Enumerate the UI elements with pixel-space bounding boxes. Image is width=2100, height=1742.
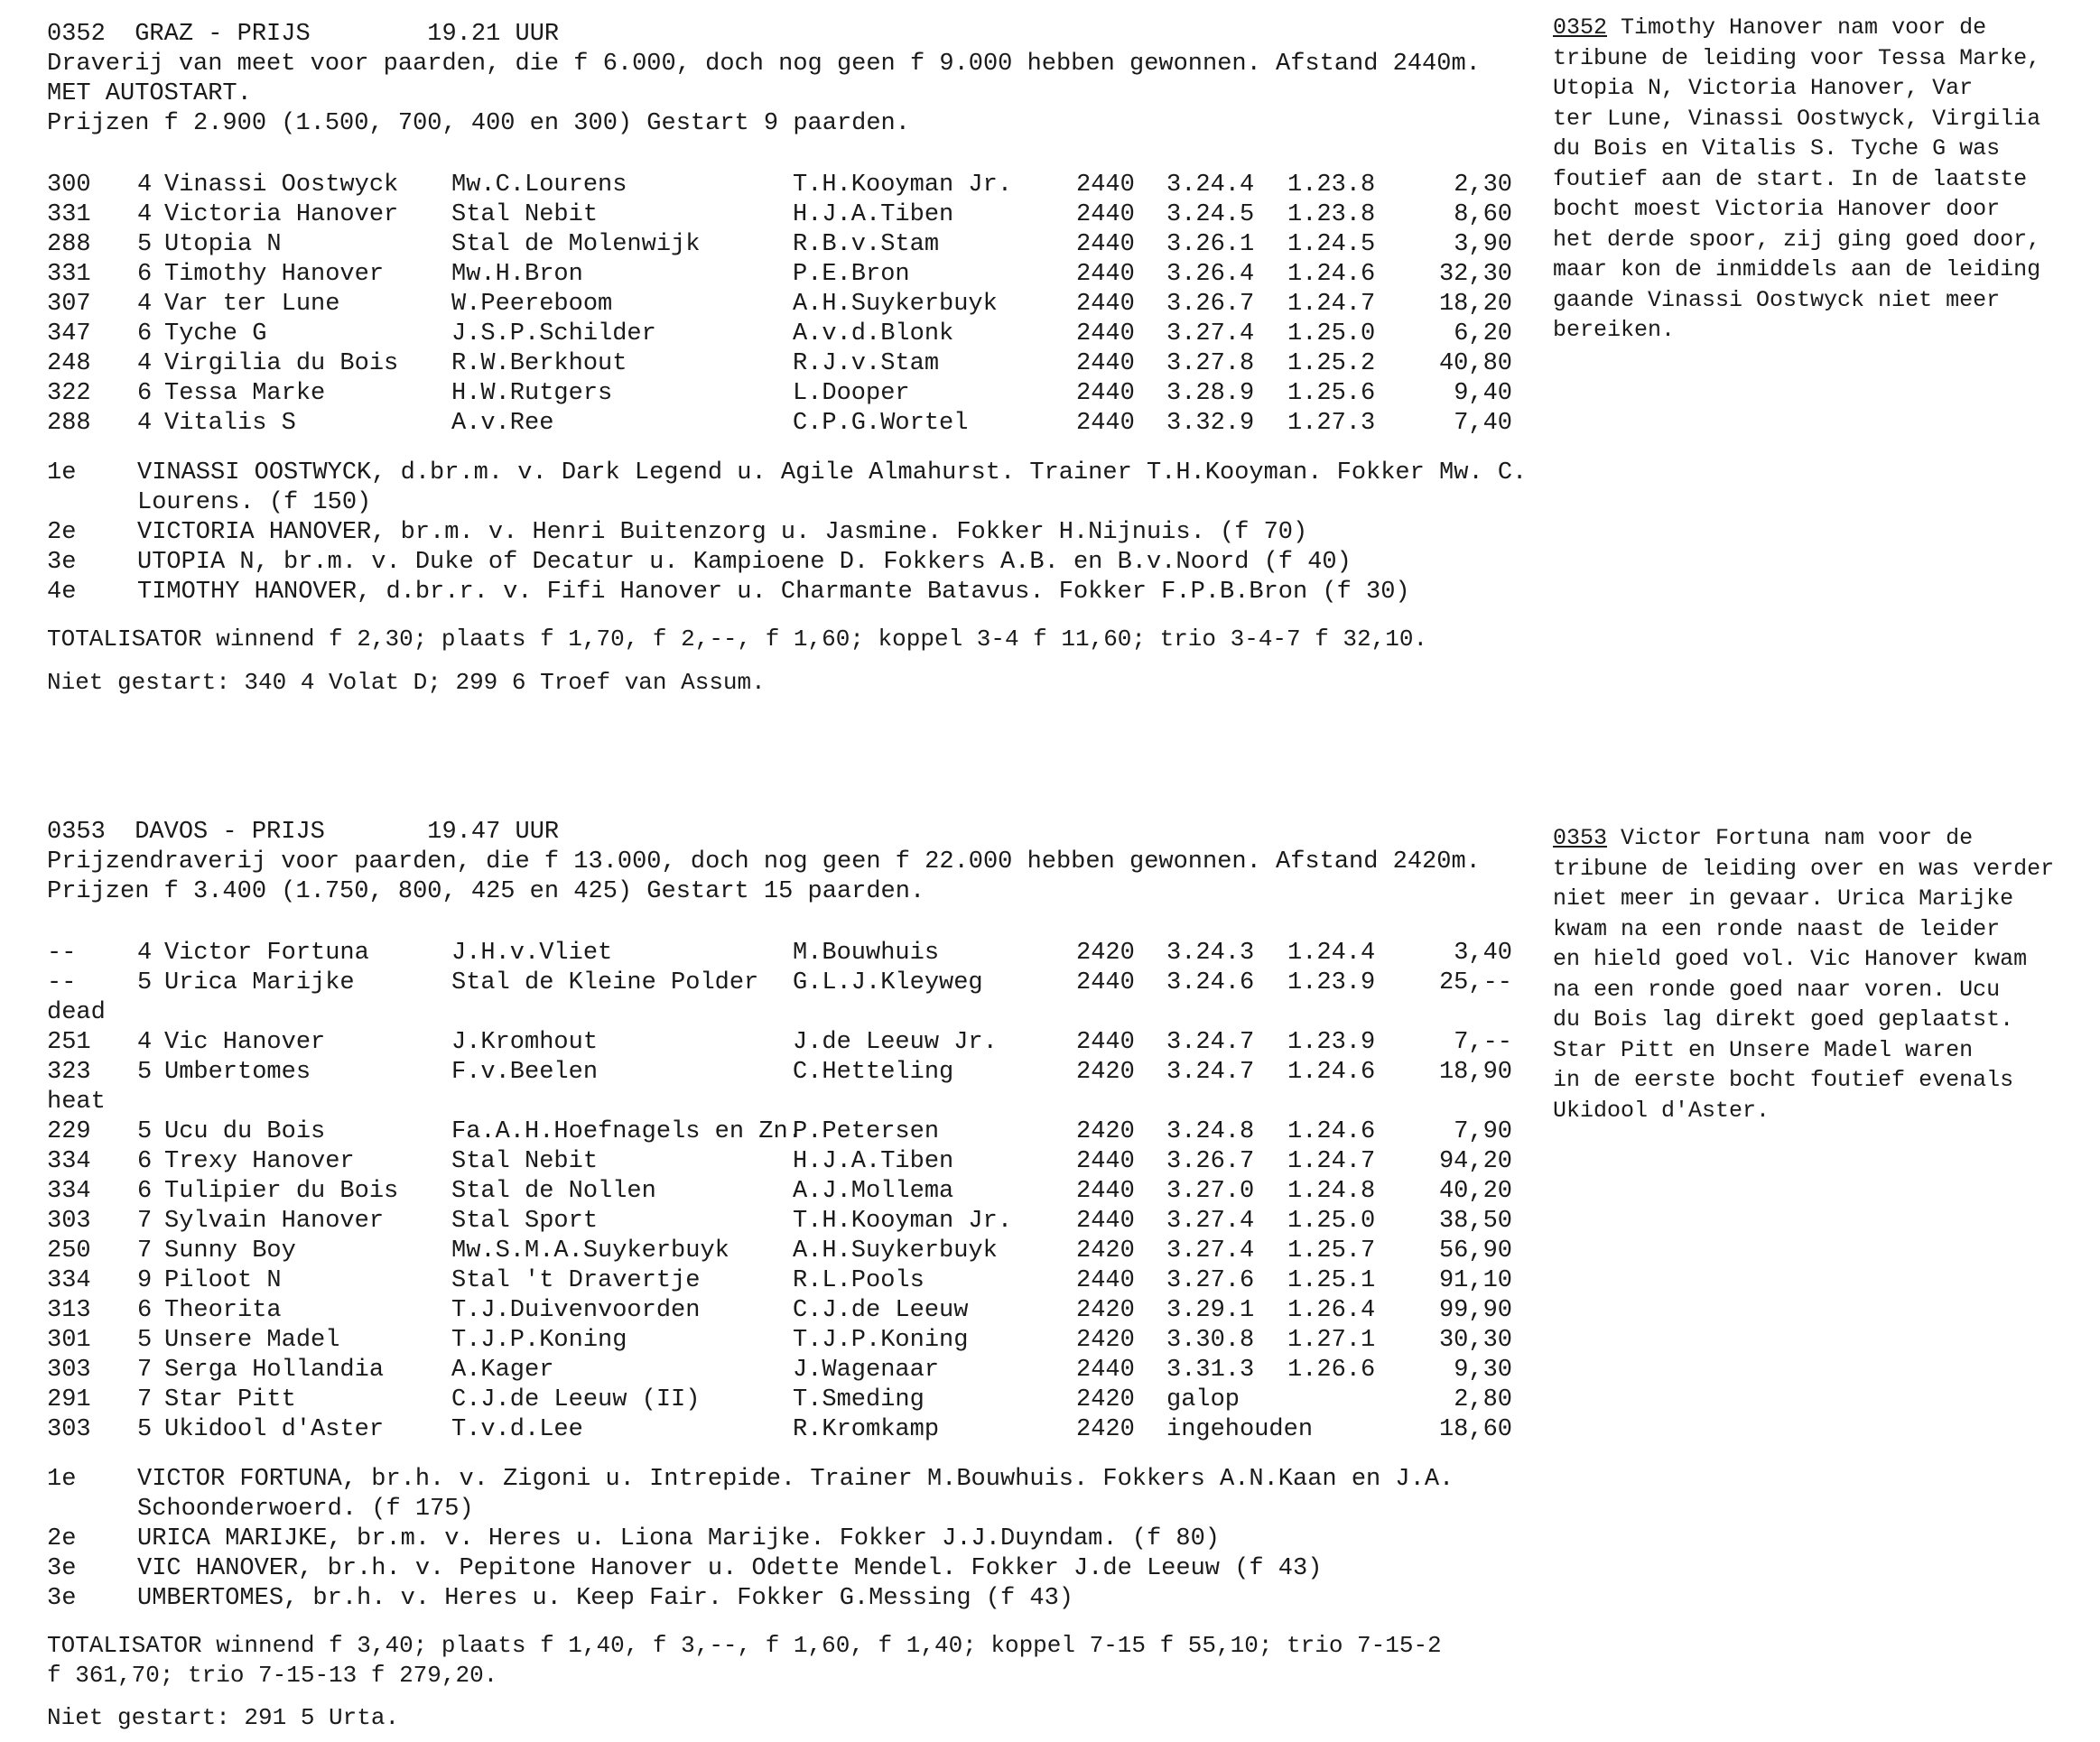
cell-odds: 9,40 bbox=[1454, 380, 1512, 407]
cell-odds: 56,90 bbox=[1438, 1237, 1512, 1265]
cell-time: 3.24.4 bbox=[1166, 171, 1255, 199]
cell-prev: -- bbox=[47, 969, 77, 996]
cell-time: 3.26.4 bbox=[1166, 261, 1255, 288]
cell-age: 4 bbox=[137, 171, 153, 199]
cell-time: 3.27.0 bbox=[1166, 1178, 1255, 1205]
cell-txt: UMBERTOMES, br.h. v. Heres u. Keep Fair. Fokker G.Messing (f 43) bbox=[137, 1585, 1073, 1612]
cell-name: Urica Marijke bbox=[164, 969, 355, 996]
cell-dist: 2440 bbox=[1076, 380, 1135, 407]
race-name: DAVOS - PRIJS bbox=[135, 819, 325, 846]
commentary-code: 0352 bbox=[1553, 14, 1608, 41]
cell-owner: T.J.Duivenvoorden bbox=[451, 1297, 701, 1324]
race-conditions: Prijzendraverij voor paarden, die f 13.000, doch nog geen f 22.000 hebben gewonnen. Afstand 2420m. bbox=[47, 848, 1481, 876]
cell-km: 1.24.6 bbox=[1287, 1118, 1376, 1145]
cell-prev: 250 bbox=[47, 1237, 91, 1265]
cell-odds: 3,90 bbox=[1454, 231, 1512, 258]
cell-dist: 2440 bbox=[1076, 969, 1135, 996]
table-row bbox=[0, 1326, 1512, 1356]
cell-pl: 2e bbox=[47, 519, 77, 546]
cell-dist: 2420 bbox=[1076, 1237, 1135, 1265]
cell-time: 3.27.8 bbox=[1166, 350, 1255, 377]
cell-km: 1.25.2 bbox=[1287, 350, 1376, 377]
not-started: Niet gestart: 340 4 Volat D; 299 6 Troef van Assum. bbox=[47, 669, 766, 696]
race-code: 0353 bbox=[47, 819, 106, 846]
race-header bbox=[47, 20, 559, 50]
race-code: 0352 bbox=[47, 21, 106, 48]
cell-name: Piloot N bbox=[164, 1267, 282, 1294]
race-time: 19.47 UUR bbox=[427, 819, 560, 846]
cell-time: 3.27.6 bbox=[1166, 1267, 1255, 1294]
cell-driver: C.Hetteling bbox=[793, 1059, 954, 1086]
cell-dist: 2440 bbox=[1076, 201, 1135, 228]
cell-odds: 18,60 bbox=[1438, 1416, 1512, 1443]
cell-driver: T.H.Kooyman Jr. bbox=[793, 171, 1013, 199]
cell-age: 4 bbox=[137, 350, 153, 377]
cell-name: Utopia N bbox=[164, 231, 282, 258]
race-time: 19.21 UUR bbox=[427, 21, 560, 48]
cell-driver: T.H.Kooyman Jr. bbox=[793, 1208, 1013, 1235]
table-row bbox=[0, 968, 1512, 998]
cell-driver: C.J.de Leeuw bbox=[793, 1297, 969, 1324]
table-row bbox=[0, 1415, 1512, 1445]
cell-age: 5 bbox=[137, 1059, 153, 1086]
cell-driver: R.Kromkamp bbox=[793, 1416, 940, 1443]
cell-time: 3.26.1 bbox=[1166, 231, 1255, 258]
cell-driver: G.L.J.Kleyweg bbox=[793, 969, 983, 996]
cell-dist: 2440 bbox=[1076, 1357, 1135, 1384]
cell-km: 1.25.6 bbox=[1287, 380, 1376, 407]
cell-driver: H.J.A.Tiben bbox=[793, 201, 954, 228]
cell-owner: C.J.de Leeuw (II) bbox=[451, 1386, 701, 1413]
commentary-text: Victor Fortuna nam voor de tribune de leiding over en was verder niet meer in gevaar. Urica Marijke kwam na een ronde naast de leider en hield goed vol. Vic Hanover kwam na een ronde goed naar voren. Ucu du Bois lag direkt goed geplaatst. Star Pitt en Unsere Madel waren in de eerste bocht foutief evenals Ukidool d'Aster. bbox=[1553, 825, 2055, 1124]
cell-owner: Stal Sport bbox=[451, 1208, 599, 1235]
race-commentary bbox=[1553, 823, 2095, 1126]
cell-owner: Mw.H.Bron bbox=[451, 261, 583, 288]
cell-age: 7 bbox=[137, 1237, 153, 1265]
cell-owner: J.S.P.Schilder bbox=[451, 320, 656, 347]
cell-dist: 2420 bbox=[1076, 940, 1135, 967]
cell-name: Virgilia du Bois bbox=[164, 350, 399, 377]
cell-prev: 334 bbox=[47, 1148, 91, 1175]
cell-name: Var ter Lune bbox=[164, 291, 340, 318]
cell-prev: 323 bbox=[47, 1059, 91, 1086]
cell-km: 1.26.4 bbox=[1287, 1297, 1376, 1324]
table-row bbox=[0, 1356, 1512, 1385]
cell-prev: 331 bbox=[47, 201, 91, 228]
cell-driver: R.B.v.Stam bbox=[793, 231, 940, 258]
cell-dist: 2440 bbox=[1076, 261, 1135, 288]
cell-status: galop bbox=[1166, 1386, 1240, 1413]
cell-driver: R.J.v.Stam bbox=[793, 350, 940, 377]
cell-pl: 4e bbox=[47, 579, 77, 606]
cell-prev: 334 bbox=[47, 1267, 91, 1294]
table-row bbox=[0, 379, 1512, 409]
cell-odds: 99,90 bbox=[1438, 1297, 1512, 1324]
cell-owner: T.J.P.Koning bbox=[451, 1327, 627, 1354]
cell-txt: UTOPIA N, br.m. v. Duke of Decatur u. Kampioene D. Fokkers A.B. en B.v.Noord (f 40) bbox=[137, 549, 1352, 576]
cell-odds: 7,-- bbox=[1454, 1029, 1512, 1056]
cell-time: 3.24.8 bbox=[1166, 1118, 1255, 1145]
cell-txt: VINASSI OOSTWYCK, d.br.m. v. Dark Legend u. Agile Almahurst. Trainer T.H.Kooyman. Fokker Mw. C. Lourens. (f 150) bbox=[137, 459, 1528, 516]
cell-age: 4 bbox=[137, 291, 153, 318]
cell-odds: 7,40 bbox=[1454, 410, 1512, 437]
cell-pl: 1e bbox=[47, 459, 77, 486]
cell-odds: 18,90 bbox=[1438, 1059, 1512, 1086]
cell-txt: VICTOR FORTUNA, br.h. v. Zigoni u. Intrepide. Trainer M.Bouwhuis. Fokkers A.N.Kaan en J.A. Schoonderwoerd. (f 175) bbox=[137, 1466, 1454, 1523]
table-row bbox=[0, 1385, 1512, 1415]
race-start-type: MET AUTOSTART. bbox=[47, 80, 252, 107]
cell-prev: 300 bbox=[47, 171, 91, 199]
cell-txt: VICTORIA HANOVER, br.m. v. Henri Buitenzorg u. Jasmine. Fokker H.Nijnuis. (f 70) bbox=[137, 519, 1308, 546]
table-row bbox=[0, 1147, 1512, 1177]
cell-age: 7 bbox=[137, 1386, 153, 1413]
cell-time: 3.24.6 bbox=[1166, 969, 1255, 996]
cell-name: Star Pitt bbox=[164, 1386, 296, 1413]
cell-odds: 40,20 bbox=[1438, 1178, 1512, 1205]
cell-odds: 38,50 bbox=[1438, 1208, 1512, 1235]
cell-owner: T.v.d.Lee bbox=[451, 1416, 583, 1443]
cell-age: 6 bbox=[137, 380, 153, 407]
cell-time: 3.27.4 bbox=[1166, 320, 1255, 347]
cell-driver: R.L.Pools bbox=[793, 1267, 925, 1294]
cell-owner: Stal de Nollen bbox=[451, 1178, 656, 1205]
cell-name: Sunny Boy bbox=[164, 1237, 296, 1265]
cell-owner: Stal Nebit bbox=[451, 1148, 599, 1175]
cell-age: 5 bbox=[137, 969, 153, 996]
table-row bbox=[0, 1207, 1512, 1237]
cell-age: 9 bbox=[137, 1267, 153, 1294]
cell-time: 3.24.5 bbox=[1166, 201, 1255, 228]
cell-prev: 251 bbox=[47, 1029, 91, 1056]
cell-name: Vinassi Oostwyck bbox=[164, 171, 399, 199]
cell-dist: 2440 bbox=[1076, 320, 1135, 347]
race-name: GRAZ - PRIJS bbox=[135, 21, 311, 48]
cell-owner: J.H.v.Vliet bbox=[451, 940, 613, 967]
cell-time: 3.29.1 bbox=[1166, 1297, 1255, 1324]
cell-age: 5 bbox=[137, 1118, 153, 1145]
cell-dist: 2420 bbox=[1076, 1327, 1135, 1354]
table-row bbox=[0, 939, 1512, 968]
table-row bbox=[0, 409, 1512, 439]
cell-owner: A.Kager bbox=[451, 1357, 554, 1384]
cell-km: 1.24.7 bbox=[1287, 1148, 1376, 1175]
cell-status: ingehouden bbox=[1166, 1416, 1314, 1443]
table-row bbox=[0, 1177, 1512, 1207]
cell-dist: 2420 bbox=[1076, 1059, 1135, 1086]
cell-name: Tessa Marke bbox=[164, 380, 326, 407]
cell-time: 3.24.3 bbox=[1166, 940, 1255, 967]
commentary-code: 0353 bbox=[1553, 825, 1608, 851]
cell-txt: URICA MARIJKE, br.m. v. Heres u. Liona Marijke. Fokker J.J.Duyndam. (f 80) bbox=[137, 1525, 1220, 1552]
table-row bbox=[0, 1296, 1512, 1326]
cell-km: 1.23.9 bbox=[1287, 1029, 1376, 1056]
cell-time: 3.24.7 bbox=[1166, 1029, 1255, 1056]
cell-time: 3.28.9 bbox=[1166, 380, 1255, 407]
cell-name: Vic Hanover bbox=[164, 1029, 326, 1056]
cell-age: 6 bbox=[137, 1148, 153, 1175]
table-row bbox=[0, 260, 1512, 290]
race-conditions: Draverij van meet voor paarden, die f 6.000, doch nog geen f 9.000 hebben gewonnen. Afstand 2440m. bbox=[47, 51, 1481, 78]
cell-prev: 303 bbox=[47, 1208, 91, 1235]
cell-prev: 229 bbox=[47, 1118, 91, 1145]
cell-driver: A.H.Suykerbuyk bbox=[793, 291, 998, 318]
cell-age: 6 bbox=[137, 320, 153, 347]
totalisator: TOTALISATOR winnend f 3,40; plaats f 1,40, f 3,--, f 1,60, f 1,40; koppel 7-15 f 55,10; trio 7-15-2 f 361,70; trio 7-15-13 f 279,20. bbox=[47, 1632, 1442, 1689]
cell-prev: 303 bbox=[47, 1416, 91, 1443]
cell-odds: 8,60 bbox=[1454, 201, 1512, 228]
cell-odds: 2,30 bbox=[1454, 171, 1512, 199]
cell-time: 3.26.7 bbox=[1166, 1148, 1255, 1175]
cell-km: 1.24.4 bbox=[1287, 940, 1376, 967]
table-row bbox=[0, 320, 1512, 349]
cell-pl: 2e bbox=[47, 1525, 77, 1552]
cell-prev: 334 bbox=[47, 1178, 91, 1205]
cell-driver: A.J.Mollema bbox=[793, 1178, 954, 1205]
cell-prev: 347 bbox=[47, 320, 91, 347]
race-commentary bbox=[1553, 13, 2095, 346]
table-row bbox=[0, 349, 1512, 379]
cell-name: Victoria Hanover bbox=[164, 201, 399, 228]
cell-txt: VIC HANOVER, br.h. v. Pepitone Hanover u. Odette Mendel. Fokker J.de Leeuw (f 43) bbox=[137, 1555, 1323, 1582]
cell-prev: 313 bbox=[47, 1297, 91, 1324]
table-row bbox=[0, 200, 1512, 230]
cell-time: 3.30.8 bbox=[1166, 1327, 1255, 1354]
cell-prev: 307 bbox=[47, 291, 91, 318]
cell-name: Umbertomes bbox=[164, 1059, 311, 1086]
cell-driver: C.P.G.Wortel bbox=[793, 410, 969, 437]
totalisator: TOTALISATOR winnend f 2,30; plaats f 1,70, f 2,--, f 1,60; koppel 3-4 f 11,60; trio 3-4-7 f 32,10. bbox=[47, 625, 1428, 653]
cell-driver: A.v.d.Blonk bbox=[793, 320, 954, 347]
not-started: Niet gestart: 291 5 Urta. bbox=[47, 1704, 400, 1731]
cell-driver: J.de Leeuw Jr. bbox=[793, 1029, 998, 1056]
cell-time: 3.26.7 bbox=[1166, 291, 1255, 318]
cell-km: 1.25.1 bbox=[1287, 1267, 1376, 1294]
cell-driver: T.J.P.Koning bbox=[793, 1327, 969, 1354]
cell-odds: 94,20 bbox=[1438, 1148, 1512, 1175]
cell-km: 1.25.0 bbox=[1287, 1208, 1376, 1235]
cell-name: Trexy Hanover bbox=[164, 1148, 355, 1175]
cell-name: Serga Hollandia bbox=[164, 1357, 385, 1384]
cell-owner: H.W.Rutgers bbox=[451, 380, 613, 407]
cell-time: 3.31.3 bbox=[1166, 1357, 1255, 1384]
cell-dist: 2420 bbox=[1076, 1118, 1135, 1145]
cell-prev: 322 bbox=[47, 380, 91, 407]
cell-dist: 2440 bbox=[1076, 1148, 1135, 1175]
cell-driver: P.E.Bron bbox=[793, 261, 910, 288]
cell-pl: 3e bbox=[47, 1555, 77, 1582]
race-header bbox=[47, 818, 559, 848]
cell-km: 1.23.9 bbox=[1287, 969, 1376, 996]
cell-dist: 2440 bbox=[1076, 1208, 1135, 1235]
cell-owner: A.v.Ree bbox=[451, 410, 554, 437]
cell-name: Vitalis S bbox=[164, 410, 296, 437]
cell-owner: Fa.A.H.Hoefnagels en Zn. bbox=[451, 1118, 803, 1145]
cell-prev: 303 bbox=[47, 1357, 91, 1384]
cell-odds: 6,20 bbox=[1454, 320, 1512, 347]
cell-name: Timothy Hanover bbox=[164, 261, 385, 288]
cell-prev: -- bbox=[47, 940, 77, 967]
cell-age: 6 bbox=[137, 261, 153, 288]
cell-name: Ucu du Bois bbox=[164, 1118, 326, 1145]
cell-prev: 288 bbox=[47, 410, 91, 437]
race-prizes: Prijzen f 3.400 (1.750, 800, 425 en 425) Gestart 15 paarden. bbox=[47, 878, 925, 905]
cell-odds: 40,80 bbox=[1438, 350, 1512, 377]
commentary-text: Timothy Hanover nam voor de tribune de leiding voor Tessa Marke, Utopia N, Victoria Hanover, Var ter Lune, Vinassi Oostwyck, Virgilia du Bois en Vitalis S. Tyche G was foutief aan de start. In de laatste bocht moest Victoria Hanover door het derde spoor, zij ging goed door, maar kon de inmiddels aan de leiding gaande Vinassi Oostwyck niet meer bereiken. bbox=[1553, 14, 2041, 343]
cell-time: 3.27.4 bbox=[1166, 1208, 1255, 1235]
cell-age: 6 bbox=[137, 1178, 153, 1205]
cell-txt: TIMOTHY HANOVER, d.br.r. v. Fifi Hanover u. Charmante Batavus. Fokker F.P.B.Bron (f 30) bbox=[137, 579, 1410, 606]
cell-name: Ukidool d'Aster bbox=[164, 1416, 385, 1443]
cell-prev: 288 bbox=[47, 231, 91, 258]
cell-dist: 2420 bbox=[1076, 1386, 1135, 1413]
cell-km: 1.24.7 bbox=[1287, 291, 1376, 318]
cell-odds: 9,30 bbox=[1454, 1357, 1512, 1384]
cell-driver: L.Dooper bbox=[793, 380, 910, 407]
cell-time: 3.24.7 bbox=[1166, 1059, 1255, 1086]
cell-dist: 2440 bbox=[1076, 1178, 1135, 1205]
cell-pl: 3e bbox=[47, 1585, 77, 1612]
cell-age: 5 bbox=[137, 1416, 153, 1443]
cell-odds: 30,30 bbox=[1438, 1327, 1512, 1354]
cell-age: 6 bbox=[137, 1297, 153, 1324]
cell-age: 4 bbox=[137, 940, 153, 967]
cell-prev: 331 bbox=[47, 261, 91, 288]
cell-odds: 32,30 bbox=[1438, 261, 1512, 288]
cell-km: 1.27.1 bbox=[1287, 1327, 1376, 1354]
cell-km: 1.24.5 bbox=[1287, 231, 1376, 258]
table-row bbox=[0, 230, 1512, 260]
cell-odds: 3,40 bbox=[1454, 940, 1512, 967]
cell-odds: 25,-- bbox=[1438, 969, 1512, 996]
cell-owner: Stal de Molenwijk bbox=[451, 231, 701, 258]
cell-owner: Mw.S.M.A.Suykerbuyk bbox=[451, 1237, 729, 1265]
cell-driver: M.Bouwhuis bbox=[793, 940, 940, 967]
cell-km: 1.23.8 bbox=[1287, 171, 1376, 199]
cell-owner: Mw.C.Lourens bbox=[451, 171, 627, 199]
cell-prev: 248 bbox=[47, 350, 91, 377]
cell-time: 3.32.9 bbox=[1166, 410, 1255, 437]
cell-name: Tulipier du Bois bbox=[164, 1178, 399, 1205]
race-prizes: Prijzen f 2.900 (1.500, 700, 400 en 300) Gestart 9 paarden. bbox=[47, 110, 910, 137]
cell-owner: Stal de Kleine Polder bbox=[451, 969, 759, 996]
table-row bbox=[0, 1028, 1512, 1058]
cell-age: 5 bbox=[137, 1327, 153, 1354]
cell-prev: 291 bbox=[47, 1386, 91, 1413]
cell-odds: 7,90 bbox=[1454, 1118, 1512, 1145]
cell-km: 1.26.6 bbox=[1287, 1357, 1376, 1384]
cell-time: 3.27.4 bbox=[1166, 1237, 1255, 1265]
table-row bbox=[0, 171, 1512, 200]
cell-age: 4 bbox=[137, 201, 153, 228]
cell-owner: Stal Nebit bbox=[451, 201, 599, 228]
cell-age: 4 bbox=[137, 410, 153, 437]
cell-driver: T.Smeding bbox=[793, 1386, 925, 1413]
cell-age: 4 bbox=[137, 1029, 153, 1056]
cell-owner: J.Kromhout bbox=[451, 1029, 599, 1056]
cell-dist: 2440 bbox=[1076, 171, 1135, 199]
cell-km: 1.25.7 bbox=[1287, 1237, 1376, 1265]
cell-km: 1.24.6 bbox=[1287, 1059, 1376, 1086]
cell-owner: W.Peereboom bbox=[451, 291, 613, 318]
cell-driver: J.Wagenaar bbox=[793, 1357, 940, 1384]
cell-dist: 2440 bbox=[1076, 410, 1135, 437]
cell-dist: 2420 bbox=[1076, 1416, 1135, 1443]
cell-dist: 2440 bbox=[1076, 291, 1135, 318]
cell-age: 7 bbox=[137, 1208, 153, 1235]
cell-pl: 1e bbox=[47, 1466, 77, 1493]
cell-dist: 2440 bbox=[1076, 1267, 1135, 1294]
cell-pl: 3e bbox=[47, 549, 77, 576]
cell-name: Victor Fortuna bbox=[164, 940, 369, 967]
cell-driver: H.J.A.Tiben bbox=[793, 1148, 954, 1175]
cell-dist: 2440 bbox=[1076, 1029, 1135, 1056]
cell-name: Theorita bbox=[164, 1297, 282, 1324]
table-row bbox=[0, 1237, 1512, 1266]
cell-km: 1.24.6 bbox=[1287, 261, 1376, 288]
cell-prev: dead bbox=[47, 999, 106, 1026]
cell-prev: heat bbox=[47, 1089, 106, 1116]
cell-km: 1.24.8 bbox=[1287, 1178, 1376, 1205]
cell-dist: 2440 bbox=[1076, 231, 1135, 258]
cell-owner: F.v.Beelen bbox=[451, 1059, 599, 1086]
cell-odds: 2,80 bbox=[1454, 1386, 1512, 1413]
cell-odds: 91,10 bbox=[1438, 1267, 1512, 1294]
table-row bbox=[0, 1058, 1512, 1088]
cell-driver: A.H.Suykerbuyk bbox=[793, 1237, 998, 1265]
cell-dist: 2440 bbox=[1076, 350, 1135, 377]
cell-dist: 2420 bbox=[1076, 1297, 1135, 1324]
table-row bbox=[0, 1266, 1512, 1296]
cell-age: 5 bbox=[137, 231, 153, 258]
cell-driver: P.Petersen bbox=[793, 1118, 940, 1145]
cell-name: Sylvain Hanover bbox=[164, 1208, 385, 1235]
cell-km: 1.25.0 bbox=[1287, 320, 1376, 347]
table-row bbox=[0, 1117, 1512, 1147]
cell-age: 7 bbox=[137, 1357, 153, 1384]
cell-owner: Stal 't Dravertje bbox=[451, 1267, 701, 1294]
cell-km: 1.27.3 bbox=[1287, 410, 1376, 437]
cell-owner: R.W.Berkhout bbox=[451, 350, 627, 377]
cell-name: Unsere Madel bbox=[164, 1327, 340, 1354]
cell-name: Tyche G bbox=[164, 320, 267, 347]
cell-odds: 18,20 bbox=[1438, 291, 1512, 318]
table-row bbox=[0, 290, 1512, 320]
cell-prev: 301 bbox=[47, 1327, 91, 1354]
cell-km: 1.23.8 bbox=[1287, 201, 1376, 228]
